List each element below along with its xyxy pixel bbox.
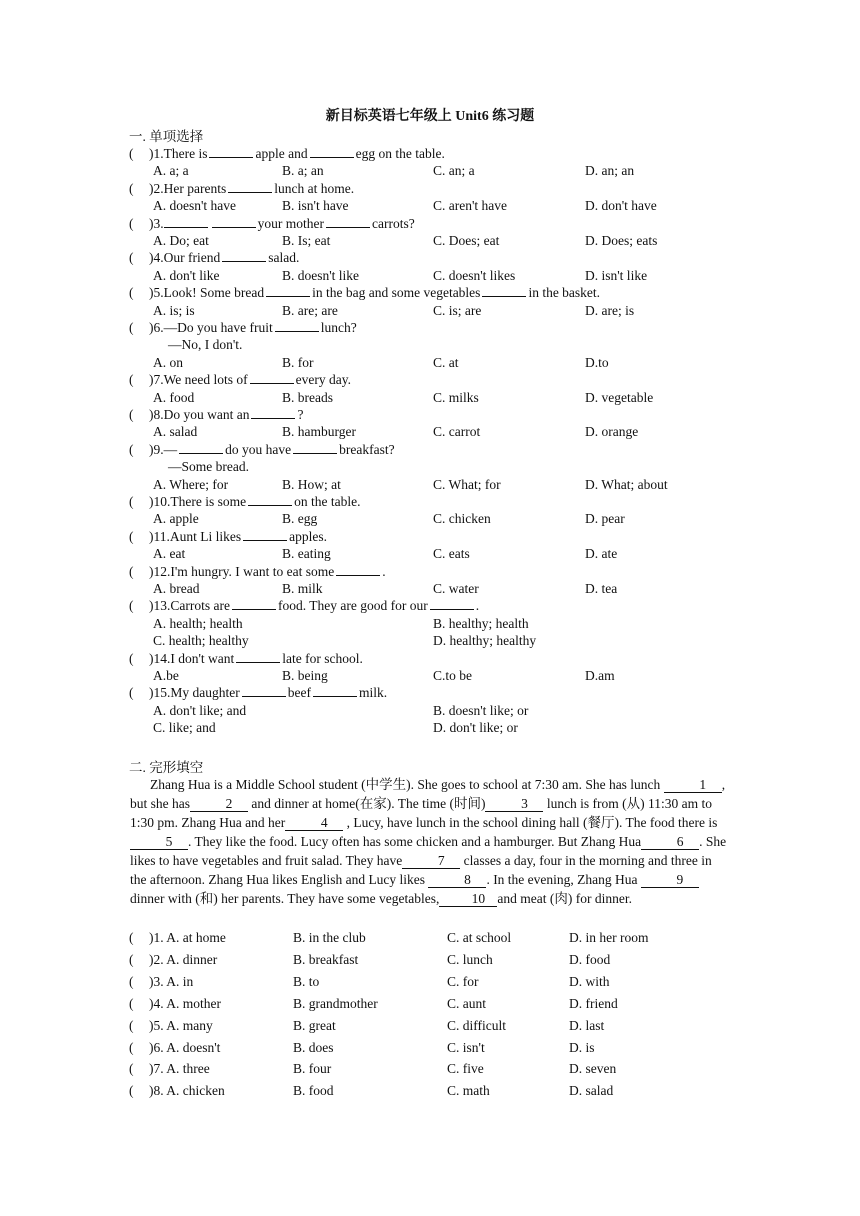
section-2-heading: 二. 完形填空 [129, 760, 204, 775]
question-text [149, 597, 479, 614]
question-text [149, 284, 600, 301]
question-number: )15. [149, 685, 171, 701]
option-d: D. What; about [585, 476, 668, 492]
answer-blank [248, 493, 292, 506]
question-number: )3. [149, 215, 164, 231]
option-c: C. health; healthy [153, 633, 249, 649]
cloze-option-a: )8. A. chicken [149, 1083, 225, 1099]
option-a: A. bread [153, 581, 200, 596]
option-a: A. food [153, 389, 195, 405]
option-c: C. What; for [433, 476, 501, 492]
cloze-option-b: B. great [293, 1017, 336, 1033]
answer-blank [251, 406, 295, 419]
question-fragment: There is some [170, 494, 247, 509]
option-c: C. aren't have [433, 198, 508, 214]
cloze-option-c: C. aunt [447, 995, 486, 1011]
option-b: B. a; an [282, 163, 324, 179]
cloze-option-d: D. is [569, 1039, 595, 1055]
answer-paren: ( [129, 1039, 134, 1055]
section-1-heading: 一. 单项选择 [129, 129, 204, 144]
option-d: D. healthy; healthy [433, 633, 537, 649]
answer-blank [232, 597, 276, 610]
question-fragment: do you have [225, 441, 292, 457]
question-fragment: —Do you have fruit [163, 320, 273, 335]
answer-paren: ( [129, 146, 134, 161]
answer-blank [212, 215, 256, 228]
cloze-option-d: D. last [569, 1017, 605, 1033]
question-fragment: apples. [289, 528, 327, 544]
cloze-option-c: C. isn't [447, 1039, 485, 1055]
answer-paren: ( [129, 650, 134, 666]
question-text [149, 650, 363, 667]
question-fragment: Her parents [163, 180, 227, 196]
answer-paren: ( [129, 285, 134, 301]
question-fragment: I'm hungry. I want to eat some [170, 563, 335, 579]
dialogue-reply: —No, I don't. [168, 337, 243, 353]
cloze-option-a: )3. A. in [149, 973, 194, 989]
cloze-option-a: )6. A. doesn't [149, 1039, 221, 1055]
question-text [149, 215, 415, 232]
cloze-option-d: D. salad [569, 1083, 614, 1099]
answer-paren: ( [129, 250, 134, 266]
answer-paren: ( [129, 685, 134, 701]
option-c: C. carrot [433, 424, 481, 440]
cloze-blank: 1 [664, 777, 722, 793]
option-a: A. on [153, 354, 183, 370]
answer-paren: ( [129, 441, 134, 457]
option-d: D. are; is [585, 302, 635, 318]
answer-blank [293, 441, 337, 454]
question-fragment: My daughter [170, 685, 240, 701]
answer-blank [430, 597, 474, 610]
option-a: A. don't like [153, 267, 220, 283]
answer-blank [313, 684, 357, 697]
cloze-blank: 10 [439, 891, 497, 907]
option-b: B. Is; eat [282, 233, 331, 248]
question-number: )7. [149, 372, 164, 388]
cloze-option-c: C. difficult [447, 1017, 506, 1033]
question-fragment: every day. [295, 372, 351, 388]
question-fragment: beef [287, 685, 311, 701]
question-fragment: Aunt Li likes [169, 528, 242, 544]
option-c: C. milks [433, 389, 479, 405]
question-fragment: on the table. [294, 494, 361, 509]
answer-blank [209, 145, 253, 158]
question-text [149, 249, 299, 266]
answer-paren: ( [129, 372, 134, 388]
answer-paren: ( [129, 563, 134, 579]
question-fragment: lunch? [320, 320, 357, 335]
answer-paren: ( [129, 1083, 134, 1099]
answer-paren: ( [129, 1017, 134, 1033]
question-text [149, 528, 327, 545]
question-fragment: Do you want an [163, 407, 250, 422]
option-d: D.to [585, 354, 609, 370]
option-d: D. ate [585, 546, 618, 562]
option-a: A.be [153, 668, 179, 683]
option-a: A. Where; for [153, 476, 229, 492]
cloze-option-b: B. breakfast [293, 951, 359, 967]
option-a: A. doesn't have [153, 198, 237, 214]
cloze-option-a: )4. A. mother [149, 995, 221, 1011]
question-number: )8. [149, 407, 164, 422]
option-a: A. is; is [153, 302, 195, 318]
question-fragment: — [163, 441, 178, 457]
cloze-blank: 6 [641, 834, 699, 850]
question-fragment: in the bag and some vegetables [312, 285, 481, 301]
question-number: )4. [149, 250, 164, 266]
answer-paren: ( [129, 1061, 134, 1077]
question-text [149, 406, 303, 423]
option-a: A. apple [153, 511, 199, 527]
cloze-blank: 7 [402, 853, 460, 869]
question-fragment: I don't want [170, 650, 235, 666]
answer-paren: ( [129, 320, 134, 335]
answer-blank [482, 284, 526, 297]
option-d: D. isn't like [585, 267, 648, 283]
option-d: D. vegetable [585, 389, 654, 405]
option-c: C. an; a [433, 163, 475, 179]
option-d: D. don't have [585, 198, 657, 214]
option-a: A. Do; eat [153, 233, 209, 248]
option-b: B. being [282, 668, 328, 683]
question-number: )14. [149, 650, 171, 666]
page-title: 新目标英语七年级上 Unit6 练习题 [325, 109, 535, 124]
option-c: C. doesn't likes [433, 267, 516, 283]
cloze-option-c: C. math [447, 1083, 490, 1099]
option-c: C. chicken [433, 511, 491, 527]
cloze-option-c: C. at school [447, 930, 512, 945]
option-a: A. health; health [153, 615, 243, 631]
cloze-option-a: )1. A. at home [149, 930, 226, 945]
question-fragment: ? [297, 407, 304, 422]
question-number: )13. [149, 598, 171, 614]
question-fragment: breakfast? [339, 441, 395, 457]
answer-paren: ( [129, 951, 134, 967]
answer-paren: ( [129, 973, 134, 989]
question-number: )6. [149, 320, 164, 335]
question-text [149, 180, 354, 197]
question-number: )12. [149, 563, 171, 579]
question-fragment: food. They are good for our [277, 598, 428, 614]
answer-blank [164, 215, 208, 228]
cloze-option-d: D. with [569, 973, 610, 989]
option-b: B. How; at [282, 476, 341, 492]
option-d: D. pear [585, 511, 625, 527]
cloze-option-d: D. friend [569, 995, 618, 1011]
answer-paren: ( [129, 215, 134, 231]
answer-blank [236, 650, 280, 663]
cloze-blank: 4 [285, 815, 343, 831]
option-b: B. for [282, 354, 314, 370]
option-b: B. isn't have [282, 198, 349, 214]
question-text [149, 371, 351, 388]
question-fragment: There is [163, 146, 208, 161]
option-c: C. Does; eat [433, 233, 500, 248]
answer-blank [243, 528, 287, 541]
option-c: C. at [433, 354, 459, 370]
cloze-blank: 2 [190, 796, 248, 812]
answer-paren: ( [129, 598, 134, 614]
cloze-blank: 3 [485, 796, 543, 812]
answer-paren: ( [129, 930, 134, 945]
question-fragment: late for school. [282, 650, 363, 666]
question-number: )1. [149, 146, 164, 161]
question-fragment: your mother [257, 215, 324, 231]
answer-blank [228, 180, 272, 193]
option-a: A. a; a [153, 163, 189, 179]
answer-paren: ( [129, 494, 134, 509]
option-a: A. don't like; and [153, 702, 247, 718]
option-b: B. breads [282, 389, 333, 405]
cloze-option-c: C. lunch [447, 951, 493, 967]
question-text [149, 441, 395, 458]
question-text [149, 684, 387, 701]
question-fragment: apple and [255, 146, 308, 161]
option-b: B. are; are [282, 302, 338, 318]
question-text [149, 145, 445, 162]
question-fragment: Carrots are [170, 598, 230, 614]
question-number: )5. [149, 285, 164, 301]
option-b: B. doesn't like [282, 267, 360, 283]
cloze-option-d: D. in her room [569, 930, 649, 945]
question-fragment: Look! Some bread [163, 285, 265, 301]
cloze-passage: Zhang Hua is a Middle School student (中学生). She goes to school at 7:30 am. She has lunch 1 , but she has 2 and dinner at home(在家). The time (时间) 3 lunch is from (从) 11:30 am to 1:30 pm. Zhang Hua and her 4 , Lucy, have lunch in the school dining hall (餐厅). The food there is5 . They like the food. Lucy often has some chicken and a hamburger. But Zhang Hua 6 . She likes to have vegetables and fruit salad. They have 7 classes a day, four in the morning and three in the afternoon. Zhang Hua likes English and Lucy likes 8 . In the evening, Zhang Hua 9dinner with (和) her parents. They have some vegetables, 10 and meat (肉) for dinner. [130, 777, 727, 906]
option-c: C. water [433, 581, 479, 596]
option-c: C.to be [433, 668, 472, 683]
cloze-option-d: D. food [569, 951, 611, 967]
question-fragment: Our friend [163, 250, 221, 266]
answer-paren: ( [129, 180, 134, 196]
answer-blank [179, 441, 223, 454]
option-b: B. egg [282, 511, 318, 527]
option-c: C. eats [433, 546, 470, 562]
answer-blank [242, 684, 286, 697]
option-d: D. an; an [585, 163, 635, 179]
cloze-option-a: )2. A. dinner [149, 951, 218, 967]
question-text [149, 319, 357, 336]
cloze-option-b: B. four [293, 1061, 332, 1077]
question-fragment: . [475, 598, 480, 614]
answer-paren: ( [129, 995, 134, 1011]
question-fragment: milk. [358, 685, 388, 701]
cloze-blank: 5 [130, 834, 188, 850]
cloze-blank: 8 [428, 872, 486, 888]
question-fragment: carrots? [372, 215, 415, 231]
dialogue-reply: —Some bread. [168, 459, 249, 475]
option-d: D. orange [585, 424, 639, 440]
question-fragment: egg on the table. [355, 146, 445, 161]
question-text [149, 563, 386, 580]
question-number: )2. [149, 180, 164, 196]
cloze-option-d: D. seven [569, 1061, 617, 1077]
answer-paren: ( [129, 528, 134, 544]
question-fragment: . [382, 563, 386, 579]
option-d: D. Does; eats [585, 233, 658, 248]
option-c: C. is; are [433, 302, 482, 318]
answer-paren: ( [129, 407, 134, 422]
question-number: )9. [149, 441, 164, 457]
cloze-option-a: )5. A. many [149, 1017, 213, 1033]
answer-blank [310, 145, 354, 158]
answer-blank [336, 563, 380, 576]
question-number: )11. [149, 528, 170, 544]
question-fragment: lunch at home. [274, 180, 355, 196]
cloze-option-b: B. to [293, 973, 320, 989]
question-fragment: We need lots of [163, 372, 248, 388]
question-text [149, 493, 360, 510]
answer-blank [275, 319, 319, 332]
cloze-option-b: B. in the club [293, 930, 366, 945]
answer-blank [266, 284, 310, 297]
answer-blank [222, 249, 266, 262]
option-d: D. don't like; or [433, 720, 518, 736]
question-number: )10. [149, 494, 171, 509]
answer-blank [250, 371, 294, 384]
cloze-blank: 9 [641, 872, 699, 888]
cloze-option-a: )7. A. three [149, 1061, 210, 1077]
option-b: B. milk [282, 581, 323, 596]
option-b: B. healthy; health [433, 615, 529, 631]
question-fragment: salad. [268, 250, 300, 266]
answer-blank [326, 215, 370, 228]
option-a: A. eat [153, 546, 186, 562]
option-a: A. salad [153, 424, 198, 440]
option-d: D.am [585, 668, 615, 683]
cloze-option-b: B. food [293, 1083, 334, 1099]
cloze-option-c: C. five [447, 1061, 484, 1077]
cloze-option-b: B. grandmother [293, 995, 378, 1011]
option-b: B. doesn't like; or [433, 702, 529, 718]
option-c: C. like; and [153, 720, 216, 736]
option-d: D. tea [585, 581, 618, 596]
option-b: B. eating [282, 546, 331, 562]
question-fragment: in the basket. [528, 285, 601, 301]
option-b: B. hamburger [282, 424, 356, 440]
cloze-option-c: C. for [447, 973, 479, 989]
cloze-option-b: B. does [293, 1039, 334, 1055]
